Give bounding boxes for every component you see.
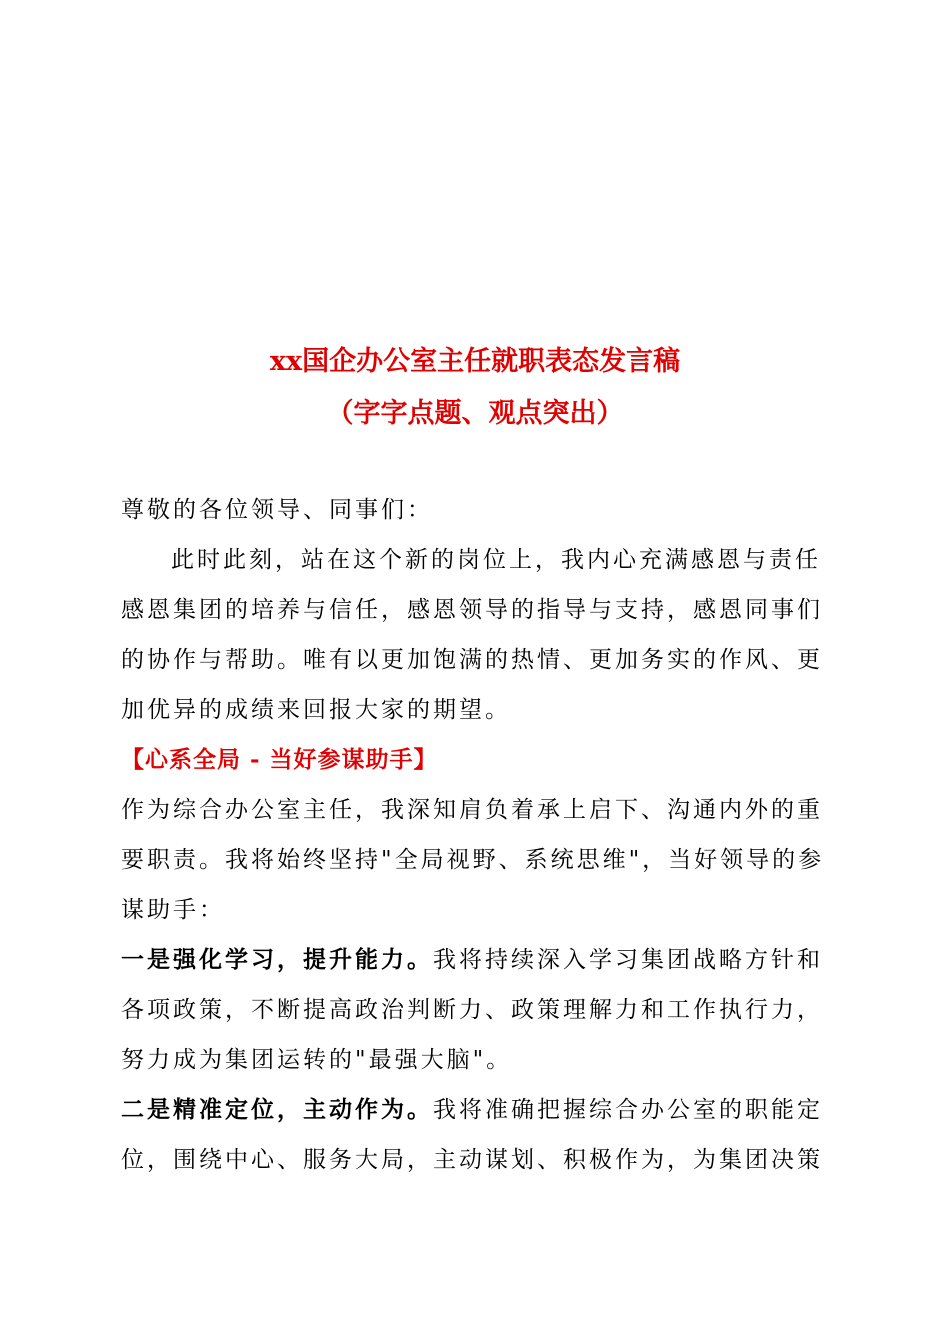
- point-one-line: 努力成为集团运转的"最强大脑"。: [121, 1047, 513, 1073]
- document-subtitle: （字字点题、观点突出）: [326, 398, 624, 429]
- point-two-line: 位，围绕中心、服务大局，主动谋划、积极作为，为集团决策: [121, 1147, 823, 1173]
- point-two-text: 我将准确把握综合办公室的职能定: [433, 1097, 823, 1123]
- intro-line: 感恩集团的培养与信任，感恩领导的指导与支持，感恩同事们: [121, 597, 823, 623]
- point-two-first-line: [121, 1085, 826, 1135]
- section-line: 谋助手：: [121, 897, 225, 923]
- point-one-first-line: [121, 935, 826, 985]
- section-heading: [121, 735, 826, 785]
- point-one: [121, 935, 826, 1085]
- point-two: [121, 1085, 826, 1185]
- intro-line: 加优异的成绩来回报大家的期望。: [121, 697, 511, 723]
- document-title: xx国企办公室主任就职表态发言稿: [269, 346, 681, 377]
- section-heading-text: 【心系全局 - 当好参谋助手】: [121, 746, 438, 773]
- point-two-lead: 二是精准定位，主动作为。: [121, 1096, 433, 1123]
- intro-line: 的协作与帮助。唯有以更加饱满的热情、更加务实的作风、更: [121, 647, 823, 673]
- section-line: 作为综合办公室主任，我深知肩负着承上启下、沟通内外的重: [121, 797, 823, 823]
- point-one-lead: 一是强化学习，提升能力。: [121, 946, 433, 973]
- point-one-line: 各项政策，不断提高政治判断力、政策理解力和工作执行力，: [121, 997, 823, 1023]
- section-paragraph: [121, 785, 826, 935]
- salutation-text: 尊敬的各位领导、同事们：: [121, 497, 433, 523]
- intro-line: 此时此刻，站在这个新的岗位上，我内心充满感恩与责任: [171, 547, 821, 573]
- point-one-text: 我将持续深入学习集团战略方针和: [433, 947, 823, 973]
- intro-paragraph: [121, 535, 826, 735]
- section-line: 要职责。我将始终坚持"全局视野、系统思维"，当好领导的参: [121, 847, 825, 873]
- salutation: [121, 485, 826, 535]
